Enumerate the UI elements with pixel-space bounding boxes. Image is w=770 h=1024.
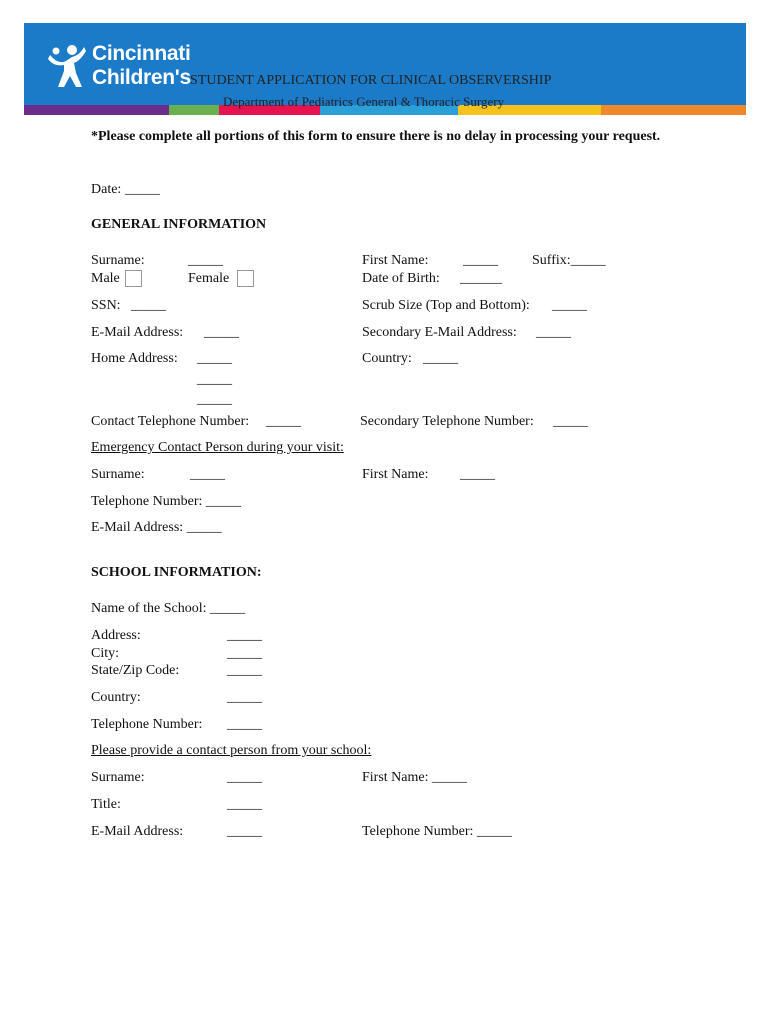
children-figure-icon: [46, 43, 88, 89]
emergency-email-row: [91, 520, 222, 536]
surname-label: Surname:: [91, 253, 145, 268]
suffix-row: [532, 253, 606, 269]
surname-field[interactable]: _____: [188, 253, 223, 268]
form-subtitle: Department of Pediatrics General & Thoracic Surgery: [223, 94, 505, 109]
scrub-size-field[interactable]: _____: [552, 298, 587, 313]
school-contact-surname-label: Surname:: [91, 770, 145, 785]
emergency-email-label: E-Mail Address:: [91, 520, 184, 535]
secondary-email-label: Secondary E-Mail Address:: [362, 325, 517, 340]
school-address-field[interactable]: _____: [227, 628, 262, 643]
suffix-field[interactable]: _____: [570, 253, 606, 268]
emergency-contact-heading: Emergency Contact Person during your visit:: [91, 440, 344, 455]
suffix-label: Suffix:: [532, 253, 571, 268]
female-label: Female: [188, 271, 230, 286]
date-row: [91, 182, 160, 198]
ssn-field[interactable]: _____: [131, 298, 166, 313]
scrub-size-label: Scrub Size (Top and Bottom):: [362, 298, 530, 313]
emergency-first-name-label: First Name:: [362, 467, 429, 482]
school-address-label: Address:: [91, 628, 141, 643]
date-label: Date:: [91, 182, 122, 197]
female-checkbox[interactable]: [237, 270, 254, 287]
dob-field[interactable]: ______: [460, 271, 502, 286]
logo-text-line2: Children's: [92, 66, 191, 89]
school-phone-label: Telephone Number:: [91, 717, 203, 732]
school-contact-first-name-label: First Name:: [362, 770, 429, 785]
first-name-field[interactable]: _____: [463, 253, 498, 268]
country-label: Country:: [362, 351, 412, 366]
school-state-field[interactable]: _____: [227, 663, 262, 678]
email-field[interactable]: _____: [204, 325, 239, 340]
school-contact-surname-field[interactable]: _____: [227, 770, 262, 785]
school-state-label: State/Zip Code:: [91, 663, 180, 678]
school-country-field[interactable]: _____: [227, 690, 262, 705]
dob-label: Date of Birth:: [362, 271, 440, 286]
secondary-email-field[interactable]: _____: [536, 325, 571, 340]
school-city-label: City:: [91, 646, 120, 661]
emergency-phone-row: [91, 494, 241, 510]
cincinnati-childrens-logo: [46, 42, 191, 90]
school-country-label: Country:: [91, 690, 141, 705]
male-label: Male: [91, 271, 120, 286]
country-field[interactable]: _____: [423, 351, 458, 366]
secondary-phone-label: Secondary Telephone Number:: [360, 414, 534, 429]
secondary-phone-field[interactable]: _____: [553, 414, 588, 429]
school-name-field[interactable]: _____: [209, 601, 245, 616]
ssn-label: SSN:: [91, 298, 121, 313]
emergency-phone-field[interactable]: _____: [205, 494, 241, 509]
school-contact-title-label: Title:: [91, 797, 121, 812]
emergency-phone-label: Telephone Number:: [91, 494, 203, 509]
completion-notice: *Please complete all portions of this form to ensure there is no delay in processing your request.: [91, 129, 661, 144]
form-title: STUDENT APPLICATION FOR CLINICAL OBSERVERSHIP: [190, 73, 552, 88]
email-label: E-Mail Address:: [91, 325, 184, 340]
home-address-label: Home Address:: [91, 351, 178, 366]
emergency-first-name-field[interactable]: _____: [460, 467, 495, 482]
school-contact-phone-label: Telephone Number:: [362, 824, 474, 839]
school-city-field[interactable]: _____: [227, 646, 262, 661]
color-stripe-purple: [24, 105, 169, 115]
date-field[interactable]: _____: [124, 182, 160, 197]
color-stripe-green: [169, 105, 219, 115]
school-contact-title-field[interactable]: _____: [227, 797, 262, 812]
contact-phone-label: Contact Telephone Number:: [91, 414, 250, 429]
school-contact-first-name-field[interactable]: _____: [432, 770, 467, 785]
emergency-email-field[interactable]: _____: [186, 520, 222, 535]
emergency-surname-field[interactable]: _____: [190, 467, 225, 482]
color-stripe-orange: [601, 105, 746, 115]
logo-text-line1: Cincinnati: [92, 42, 191, 65]
contact-phone-field[interactable]: _____: [266, 414, 301, 429]
school-contact-email-label: E-Mail Address:: [91, 824, 184, 839]
home-address-field-1[interactable]: _____: [197, 351, 232, 366]
first-name-label: First Name:: [362, 253, 429, 268]
school-phone-field[interactable]: _____: [227, 717, 262, 732]
school-info-heading: SCHOOL INFORMATION:: [91, 565, 262, 580]
general-info-heading: GENERAL INFORMATION: [91, 217, 267, 232]
home-address-field-3[interactable]: _____: [197, 392, 232, 407]
male-checkbox[interactable]: [125, 270, 142, 287]
school-contact-first-name-row: [362, 770, 467, 786]
emergency-surname-label: Surname:: [91, 467, 145, 482]
school-contact-heading: Please provide a contact person from your school:: [91, 743, 372, 758]
school-name-row: [91, 601, 245, 617]
school-contact-email-field[interactable]: _____: [227, 824, 262, 839]
school-name-label: Name of the School:: [91, 601, 207, 616]
school-contact-phone-field[interactable]: _____: [476, 824, 512, 839]
school-contact-phone-row: [362, 824, 512, 840]
home-address-field-2[interactable]: _____: [197, 372, 232, 387]
